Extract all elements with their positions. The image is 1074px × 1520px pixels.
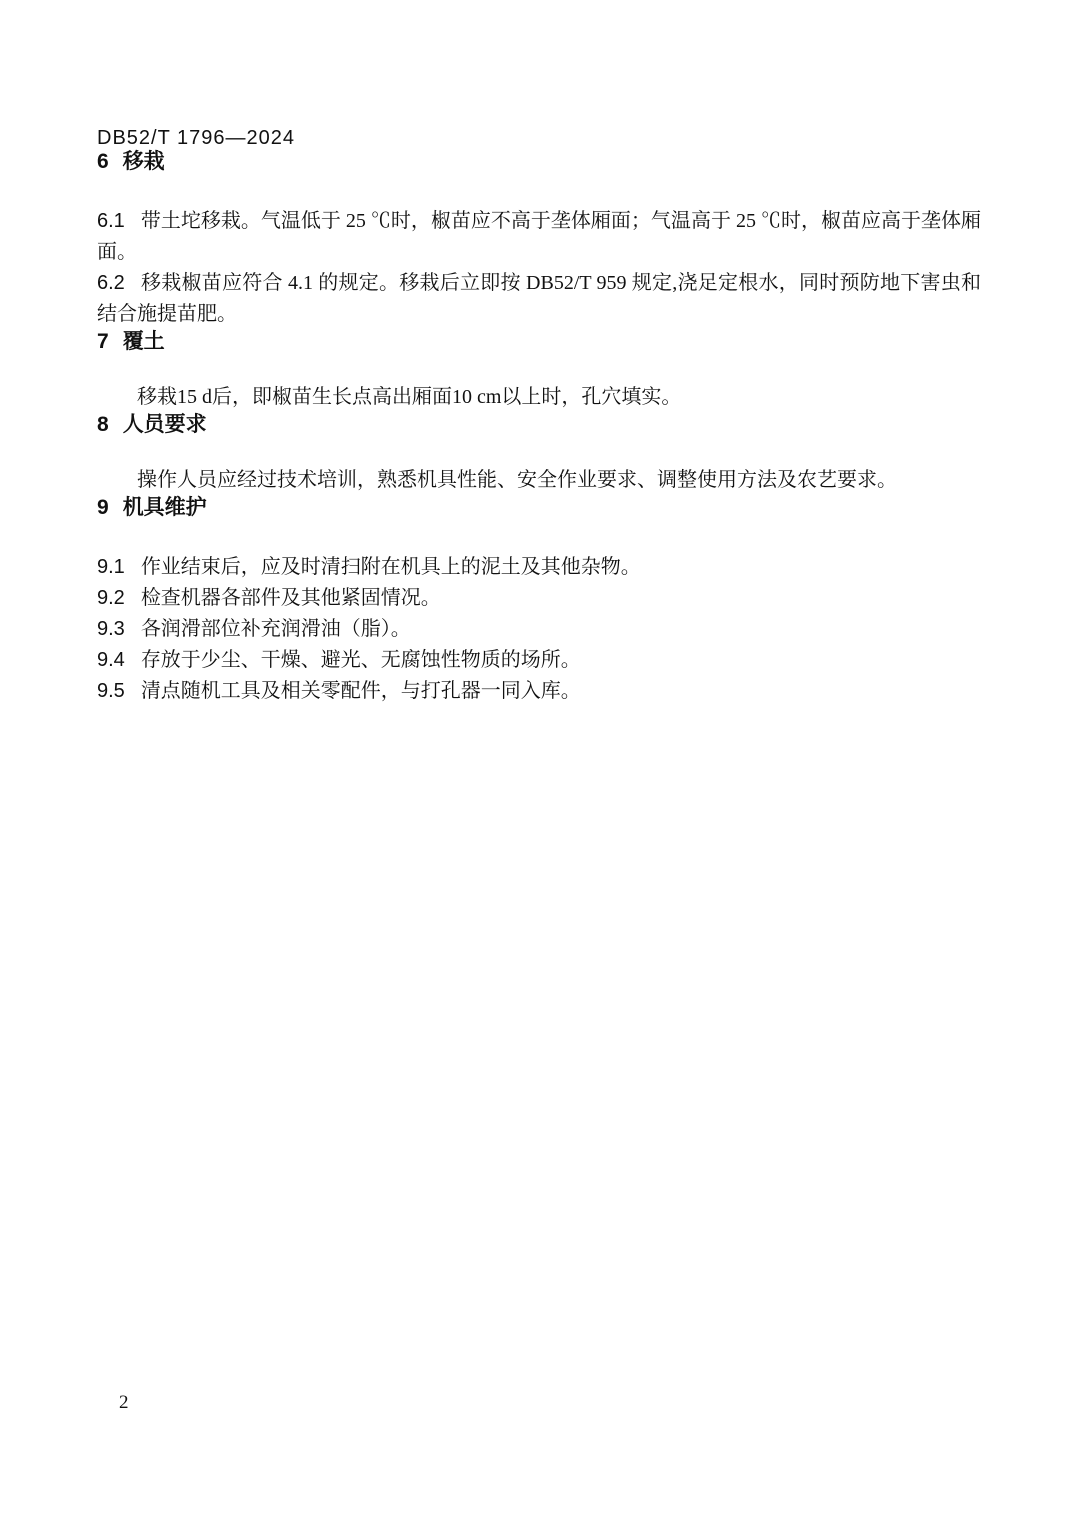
clause-9-3-number: 9.3 (97, 618, 125, 640)
section-9-clauses (97, 552, 981, 707)
clause-6-2-number: 6.2 (97, 272, 125, 294)
section-8-heading (97, 413, 981, 437)
section-7-paragraph: 移栽15 d后，即椒苗生长点高出厢面10 cm以上时，孔穴填实。 (137, 386, 682, 408)
clause-9-2 (97, 583, 981, 614)
clause-6-2 (97, 268, 981, 330)
clause-9-4-text: 存放于少尘、干燥、避光、无腐蚀性物质的场所。 (140, 649, 581, 671)
section-7-number: 7 (97, 330, 109, 353)
section-7-title: 覆土 (122, 330, 165, 353)
section-6-heading (97, 150, 981, 174)
doc-code: DB52/T 1796—2024 (97, 127, 295, 149)
section-9-heading (97, 496, 981, 520)
page-number: 2 (119, 1392, 129, 1413)
section-8-number: 8 (97, 413, 109, 436)
section-9-title: 机具维护 (122, 496, 207, 519)
section-8-title: 人员要求 (122, 413, 207, 436)
clause-9-3-text: 各润滑部位补充润滑油（脂）。 (140, 618, 411, 640)
clause-9-4-number: 9.4 (97, 649, 125, 671)
clause-9-4 (97, 645, 981, 676)
clause-6-1-text: 带土坨移栽。气温低于 25 ℃时，椒苗应不高于垄体厢面；气温高于 25 ℃时，椒苗应高于垄体厢面。 (97, 210, 981, 263)
section-6-number: 6 (97, 150, 109, 173)
clause-9-1-text: 作业结束后，应及时清扫附在机具上的泥土及其他杂物。 (140, 556, 641, 578)
clause-6-1-number: 6.1 (97, 210, 125, 232)
clause-9-5-text: 清点随机工具及相关零配件，与打孔器一同入库。 (140, 680, 581, 702)
section-8-paragraph: 操作人员应经过技术培训，熟悉机具性能、安全作业要求、调整使用方法及农艺要求。 (137, 469, 897, 491)
section-9-number: 9 (97, 496, 109, 519)
clause-6-1 (97, 206, 981, 268)
clause-9-5 (97, 676, 981, 707)
clause-9-1-number: 9.1 (97, 556, 125, 578)
clause-9-2-text: 检查机器各部件及其他紧固情况。 (140, 587, 441, 609)
clause-9-3 (97, 614, 981, 645)
section-7-heading (97, 330, 981, 354)
clause-9-2-number: 9.2 (97, 587, 125, 609)
clause-6-2-text: 移栽椒苗应符合 4.1 的规定。移栽后立即按 DB52/T 959 规定,浇足定根水，同时预防地下害虫和结合施提苗肥。 (97, 272, 981, 325)
clause-9-5-number: 9.5 (97, 680, 125, 702)
section-6-clauses (97, 206, 981, 330)
section-6-title: 移栽 (122, 150, 165, 173)
clause-9-1 (97, 552, 981, 583)
document-content (97, 0, 981, 707)
